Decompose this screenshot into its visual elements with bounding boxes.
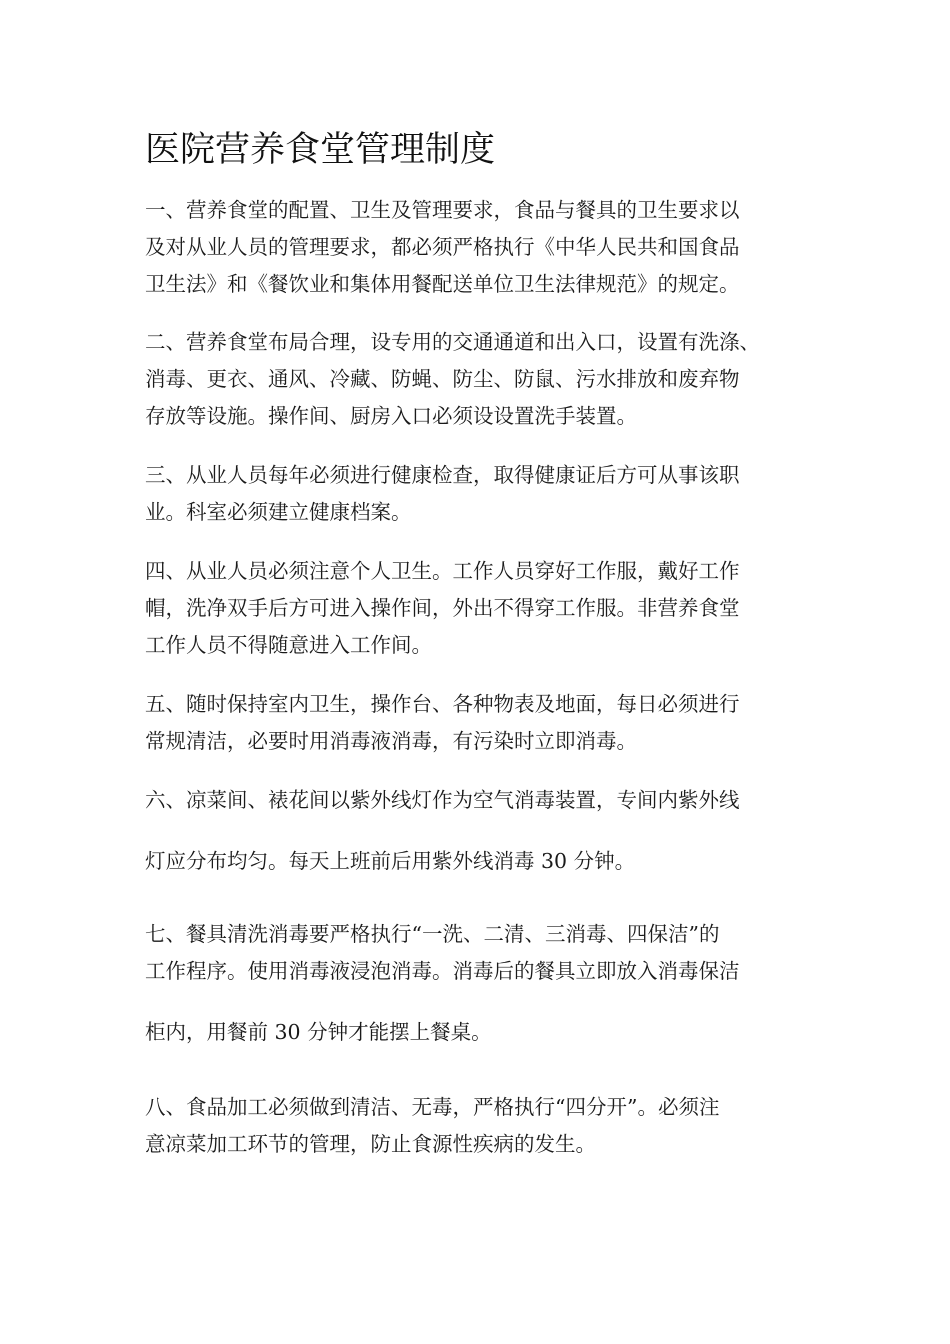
paragraph-8	[145, 1089, 825, 1163]
paragraph-line: 三、从业人员每年必须进行健康检查，取得健康证后方可从事该职	[145, 463, 740, 487]
paragraph-line: 工作人员不得随意进入工作间。	[145, 633, 432, 657]
paragraph-7	[145, 916, 825, 990]
paragraph-line: 七、餐具清洗消毒要严格执行“一洗、二清、三消毒、四保洁”的	[145, 922, 720, 946]
paragraph-line: 意凉菜加工环节的管理，防止食源性疾病的发生。	[145, 1132, 596, 1156]
paragraph-line: 四、从业人员必须注意个人卫生。工作人员穿好工作服，戴好工作	[145, 559, 740, 583]
paragraph-line: 存放等设施。操作间、厨房入口必须设设置洗手装置。	[145, 404, 637, 428]
paragraph-3	[145, 457, 825, 531]
paragraph-5	[145, 686, 825, 760]
paragraph-line: 柜内，用餐前 30 分钟才能摆上餐桌。	[145, 1020, 492, 1044]
paragraph-line: 卫生法》和《餐饮业和集体用餐配送单位卫生法律规范》的规定。	[145, 272, 740, 296]
paragraph-line: 六、凉菜间、裱花间以紫外线灯作为空气消毒装置，专间内紫外线	[145, 788, 740, 812]
paragraph-line: 二、营养食堂布局合理，设专用的交通通道和出入口，设置有洗涤、	[145, 330, 760, 354]
paragraph-line: 八、食品加工必须做到清洁、无毒，严格执行“四分开”。必须注	[145, 1095, 720, 1119]
paragraph-line: 业。科室必须建立健康档案。	[145, 500, 412, 524]
paragraph-line: 五、随时保持室内卫生，操作台、各种物表及地面，每日必须进行	[145, 692, 740, 716]
paragraph-2	[145, 324, 825, 435]
paragraph-line: 一、营养食堂的配置、卫生及管理要求，食品与餐具的卫生要求以	[145, 198, 740, 222]
paragraph-7-continued	[145, 1014, 825, 1051]
paragraph-line: 工作程序。使用消毒液浸泡消毒。消毒后的餐具立即放入消毒保洁	[145, 959, 740, 983]
paragraph-line: 常规清洁，必要时用消毒液消毒，有污染时立即消毒。	[145, 729, 637, 753]
paragraph-6-continued	[145, 843, 825, 880]
paragraph-4	[145, 553, 825, 664]
paragraph-line: 消毒、更衣、通风、冷藏、防蝇、防尘、防鼠、污水排放和废弃物	[145, 367, 740, 391]
paragraph-line: 帽，洗净双手后方可进入操作间，外出不得穿工作服。非营养食堂	[145, 596, 740, 620]
paragraph-1	[145, 192, 825, 303]
document-title: 医院营养食堂管理制度	[145, 130, 496, 170]
paragraph-line: 灯应分布均匀。每天上班前后用紫外线消毒 30 分钟。	[145, 849, 636, 873]
paragraph-line: 及对从业人员的管理要求，都必须严格执行《中华人民共和国食品	[145, 235, 740, 259]
paragraph-6	[145, 782, 825, 819]
